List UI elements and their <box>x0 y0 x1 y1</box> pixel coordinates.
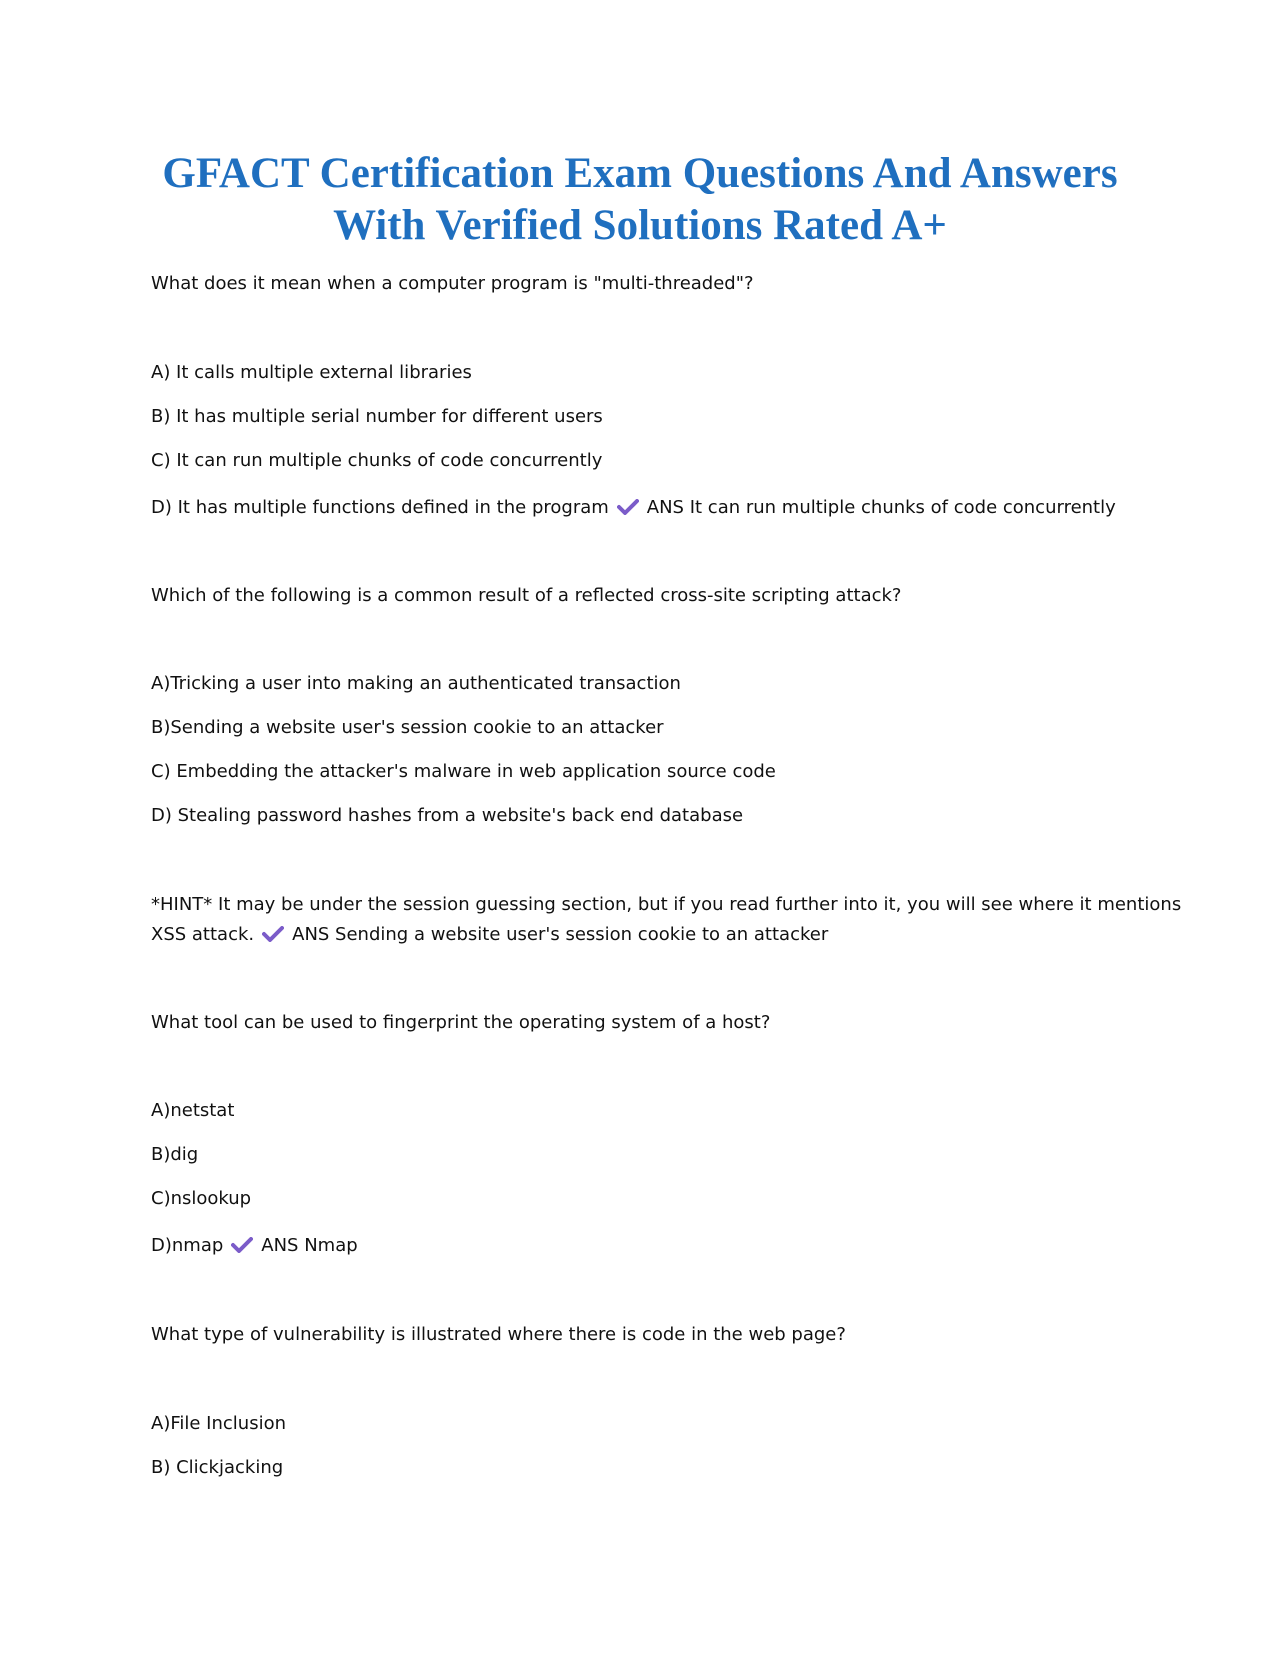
question-2-option-b: B)Sending a website user's session cookie to an attacker <box>151 717 664 738</box>
question-1-answer: ANS It can run multiple chunks of code concurrently <box>646 497 1116 518</box>
checkmark-icon <box>231 1237 253 1253</box>
question-2-hint-line-1: *HINT* It may be under the session guessing section, but if you read further into it, you will see where it mentions <box>151 894 1182 915</box>
question-3-option-d-row <box>151 1234 358 1258</box>
question-3-answer: ANS Nmap <box>261 1235 358 1256</box>
question-1-option-d: D) It has multiple functions defined in the program <box>151 497 609 518</box>
checkmark-icon <box>617 499 639 515</box>
question-3-text: What tool can be used to fingerprint the operating system of a host? <box>151 1012 771 1033</box>
question-3-option-a: A)netstat <box>151 1100 235 1121</box>
question-2-option-d: D) Stealing password hashes from a website's back end database <box>151 805 744 826</box>
question-4-text: What type of vulnerability is illustrated where there is code in the web page? <box>151 1324 846 1345</box>
question-1-option-c: C) It can run multiple chunks of code concurrently <box>151 450 603 471</box>
question-2-hint-line-2: XSS attack. <box>151 924 255 945</box>
question-4-option-b: B) Clickjacking <box>151 1457 284 1478</box>
question-2-option-c: C) Embedding the attacker's malware in web application source code <box>151 761 776 782</box>
question-3-option-b: B)dig <box>151 1144 199 1165</box>
question-4-option-a: A)File Inclusion <box>151 1413 286 1434</box>
question-2-text: Which of the following is a common result of a reflected cross-site scripting attack? <box>151 585 902 606</box>
question-2-option-a: A)Tricking a user into making an authenticated transaction <box>151 673 681 694</box>
question-1-option-b: B) It has multiple serial number for different users <box>151 406 603 427</box>
document-title-line-1: GFACT Certification Exam Questions And Answers <box>162 150 1118 197</box>
document-title-line-2: With Verified Solutions Rated A+ <box>333 202 947 249</box>
question-2-answer: ANS Sending a website user's session cookie to an attacker <box>292 924 829 945</box>
question-1-text: What does it mean when a computer program is "multi-threaded"? <box>151 273 754 294</box>
question-3-option-c: C)nslookup <box>151 1188 252 1209</box>
question-2-hint-line-2-row <box>151 923 828 947</box>
question-1-option-a: A) It calls multiple external libraries <box>151 362 472 383</box>
question-1-option-d-row <box>151 496 1116 520</box>
checkmark-icon <box>262 926 284 942</box>
question-3-option-d: D)nmap <box>151 1235 224 1256</box>
